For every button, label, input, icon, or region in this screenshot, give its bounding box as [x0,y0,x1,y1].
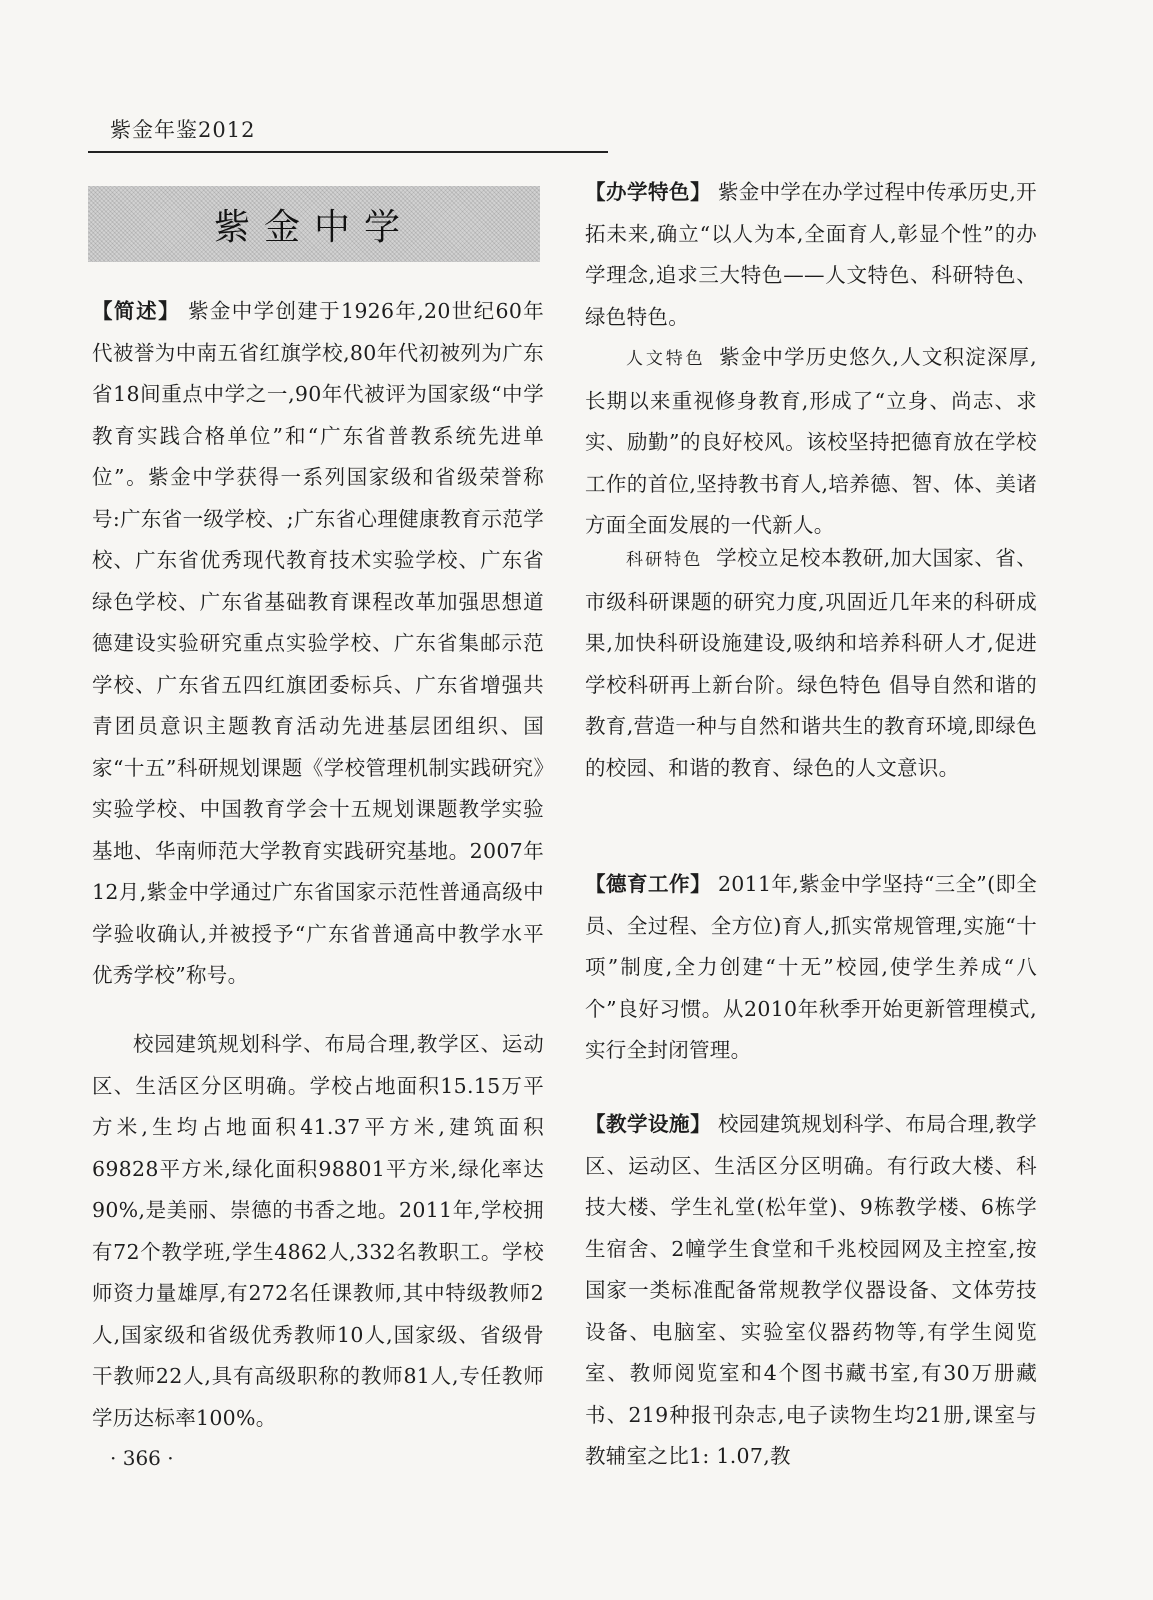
features-text: 紫金中学在办学过程中传承历史,开拓未来,确立“以人为本,全面育人,彰显个性”的办学理念,追求三大特色——人文特色、科研特色、绿色特色。 [585,180,1037,329]
research-subhead: 科研特色 [626,550,703,570]
facilities-paragraph [585,1104,1037,1478]
page-number: · 366 · [110,1446,174,1470]
facilities-text: 校园建筑规划科学、布局合理,教学区、运动区、生活区分区明确。有行政大楼、科技大楼、学生礼堂(松年堂)、9栋教学楼、6栋学生宿舍、2幢学生食堂和千兆校园网及主控室,按国家一类标准配备常规教学仪器设备、文体劳技设备、电脑室、实验室仪器药物等,有学生阅览室、教师阅览室和4个图书藏书室,有30万册藏书、219种报刊杂志,电子读物生均21册,课室与教辅室之比1: 1.07,教 [585,1112,1037,1468]
header-rule [88,151,608,153]
humanities-paragraph [585,337,1037,547]
article-title: 紫金中学 [213,206,414,248]
features-paragraph [585,172,1037,338]
humanities-subhead: 人文特色 [626,349,706,369]
running-header: 紫金年鉴2012 [110,118,256,142]
features-label: 【办学特色】 [585,180,712,204]
summary-paragraph [92,291,544,997]
humanities-text: 紫金中学历史悠久,人文积淀深厚,长期以来重视修身教育,形成了“立身、尚志、求实、励勤”的良好校风。该校坚持把德育放在学校工作的首位,坚持教书育人,培养德、智、体、美诸方面全面发展的一代新人。 [585,345,1038,537]
summary-label: 【简述】 [92,299,181,323]
research-paragraph [585,538,1037,789]
campus-paragraph: 校园建筑规划科学、布局合理,教学区、运动区、生活区分区明确。学校占地面积15.15万平方米,生均占地面积41.37平方米,建筑面积69828平方米,绿化面积98801平方米,绿化率达90%,是美丽、崇德的书香之地。2011年,学校拥有72个教学班,学生4862人,332名教职工。学校师资力量雄厚,有272名任课教师,其中特级教师2人,国家级和省级优秀教师10人,国家级、省级骨干教师22人,具有高级职称的教师81人,专任教师学历达标率100%。 [92,1032,544,1430]
summary-text: 紫金中学创建于1926年,20世纪60年代被誉为中南五省红旗学校,80年代初被列为广东省18间重点中学之一,90年代被评为国家级“中学教育实践合格单位”和“广东省普教系统先进单位”。紫金中学获得一系列国家级和省级荣誉称号:广东省一级学校、;广东省心理健康教育示范学校、广东省优秀现代教育技术实验学校、广东省绿色学校、广东省基础教育课程改革加强思想道德建设实验研究重点实验学校、广东省集邮示范学校、广东省五四红旗团委标兵、广东省增强共青团员意识主题教育活动先进基层团组织、国家“十五”科研规划课题《学校管理机制实践研究》实验学校、中国教育学会十五规划课题教学实验基地、华南师范大学教育实践研究基地。2007年12月,紫金中学通过广东省国家示范性普通高级中学验收确认,并被授予“广东省普通高中教学水平优秀学校”称号。 [92,299,545,987]
moral-text: 2011年,紫金中学坚持“三全”(即全员、全过程、全方位)育人,抓实常规管理,实施“十项”制度,全力创建“十无”校园,使学生养成“八个”良好习惯。从2010年秋季开始更新管理模式,实行全封闭管理。 [585,872,1037,1062]
facilities-label: 【教学设施】 [585,1112,712,1136]
moral-paragraph [585,864,1037,1072]
article-title-box [88,186,540,262]
moral-label: 【德育工作】 [585,872,712,896]
research-text: 学校立足校本教研,加大国家、省、市级科研课题的研究力度,巩固近几年来的科研成果,加快科研设施建设,吸纳和培养科研人才,促进学校科研再上新台阶。绿色特色 倡导自然和谐的教育,营造一种与自然和谐共生的教育环境,即绿色的校园、和谐的教育、绿色的人文意识。 [585,546,1037,780]
